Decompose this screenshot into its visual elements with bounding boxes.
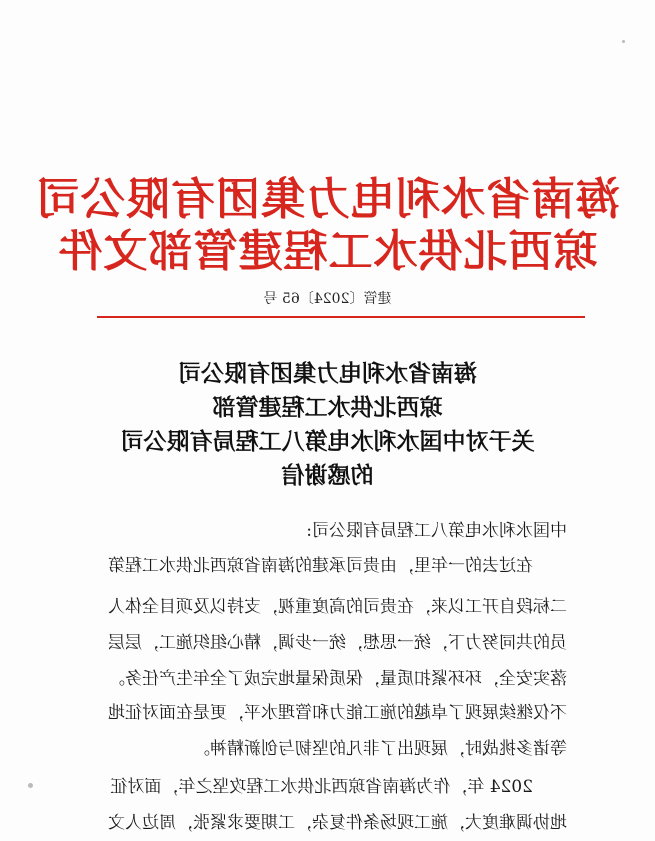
letterhead-line-1: 海南省水利电力集团有限公司	[35, 174, 620, 225]
body-line: 等诸多挑战时，展现出了非凡的坚韧与创新精神。	[193, 739, 567, 759]
title-line-1: 海南省水利电力集团有限公司	[178, 360, 477, 387]
body-line: 不仅继续展现了卓越的施工能力和管理水平，更是在面对征地	[108, 703, 567, 723]
red-divider-line	[97, 316, 585, 318]
title-line-4: 的感谢信	[281, 462, 374, 489]
scan-speck	[622, 40, 625, 43]
title-line-2: 琼西北供水工程建管部	[212, 394, 443, 421]
body-line: 地协调难度大，施工现场条件复杂，工期要求紧张，周边人文	[108, 813, 567, 833]
scan-speck	[28, 783, 33, 788]
body-line: 二标段自开工以来，在贵司的高度重视，支持以及项目全体人	[108, 597, 567, 617]
title-line-3: 关于对中国水利水电第八工程局有限公司	[120, 428, 535, 455]
body-line: 落实安全，环环紧扣质量，保质保量地完成了全年生产任务。	[108, 669, 567, 689]
body-line: 员的共同努力下，统一思想，统一步调，精心组织施工，层层	[108, 633, 567, 653]
salutation: 中国水利水电第八工程局有限公司:	[306, 521, 567, 541]
letterhead-line-2: 琼西北供水工程建管部文件	[57, 226, 598, 277]
body-line: 2024 年，作为海南省琼西北供水工程攻坚之年，面对征	[110, 777, 533, 797]
body-line: 在过去的一年里，由贵司承建的海南省琼西北供水工程第	[108, 556, 533, 576]
document-number: 建管〔2024〕65 号	[263, 291, 392, 307]
